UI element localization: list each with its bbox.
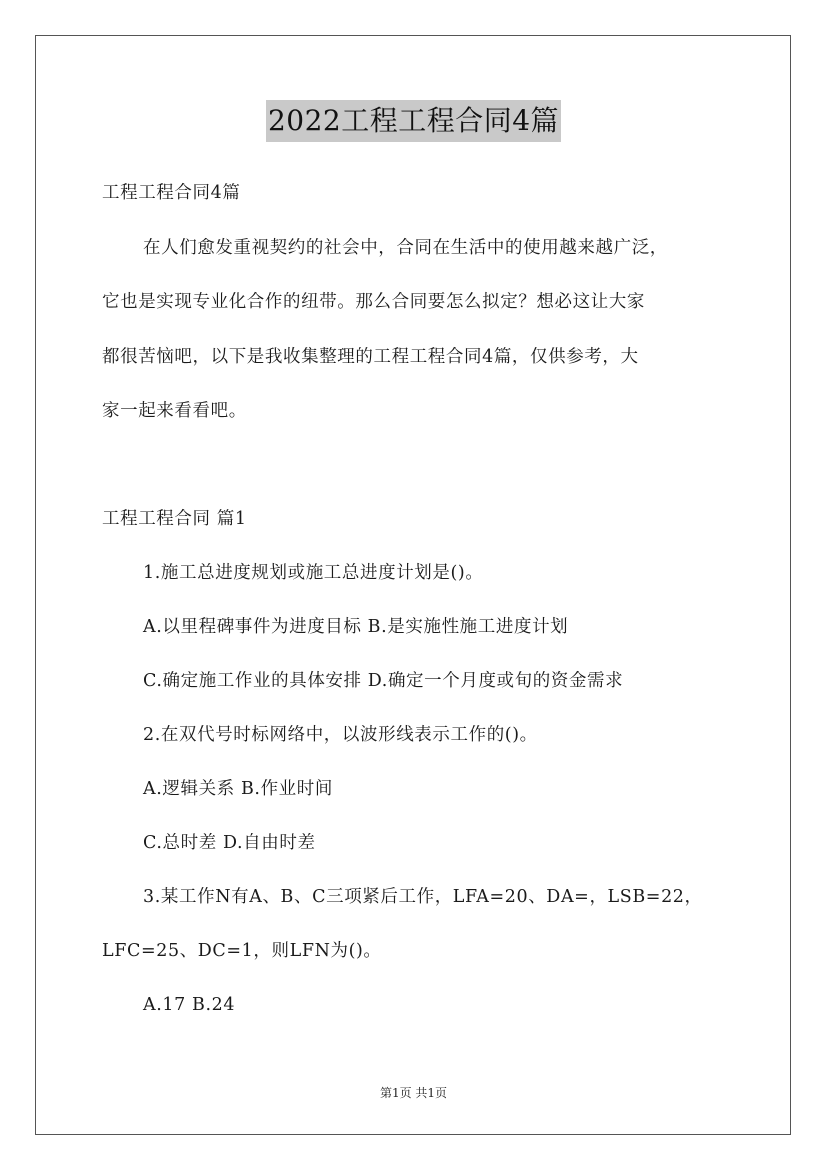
question-line-continued: LFC=25、DC=1，则LFN为()。 (102, 941, 382, 961)
section-heading: 工程工程合同 篇1 (102, 509, 247, 529)
intro-paragraph-line: 在人们愈发重视契约的社会中，合同在生活中的使用越来越广泛， (143, 238, 668, 258)
intro-paragraph-line: 都很苦恼吧，以下是我收集整理的工程工程合同4篇，仅供参考，大 (102, 347, 639, 367)
option-line: A.以里程碑事件为进度目标 B.是实施性施工进度计划 (143, 617, 569, 637)
page-footer: 第1页 共1页 (379, 1086, 448, 1100)
title-container (0, 100, 827, 142)
option-line: C.总时差 D.自由时差 (143, 833, 316, 853)
intro-paragraph-line: 它也是实现专业化合作的纽带。那么合同要怎么拟定？想必这让大家 (102, 292, 645, 312)
question-line: 1.施工总进度规划或施工总进度计划是()。 (143, 563, 484, 583)
question-line: 2.在双代号时标网络中，以波形线表示工作的()。 (143, 725, 538, 745)
question-line: 3.某工作N有A、B、C三项紧后工作，LFA=20、DA=，LSB=22， (143, 887, 703, 907)
option-line: C.确定施工作业的具体安排 D.确定一个月度或旬的资金需求 (143, 671, 624, 691)
document-subtitle: 工程工程合同4篇 (102, 183, 241, 203)
intro-paragraph-line: 家一起来看看吧。 (102, 401, 247, 421)
option-line: A.17 B.24 (143, 995, 236, 1015)
document-title: 2022工程工程合同4篇 (266, 100, 561, 142)
option-line: A.逻辑关系 B.作业时间 (143, 779, 333, 799)
